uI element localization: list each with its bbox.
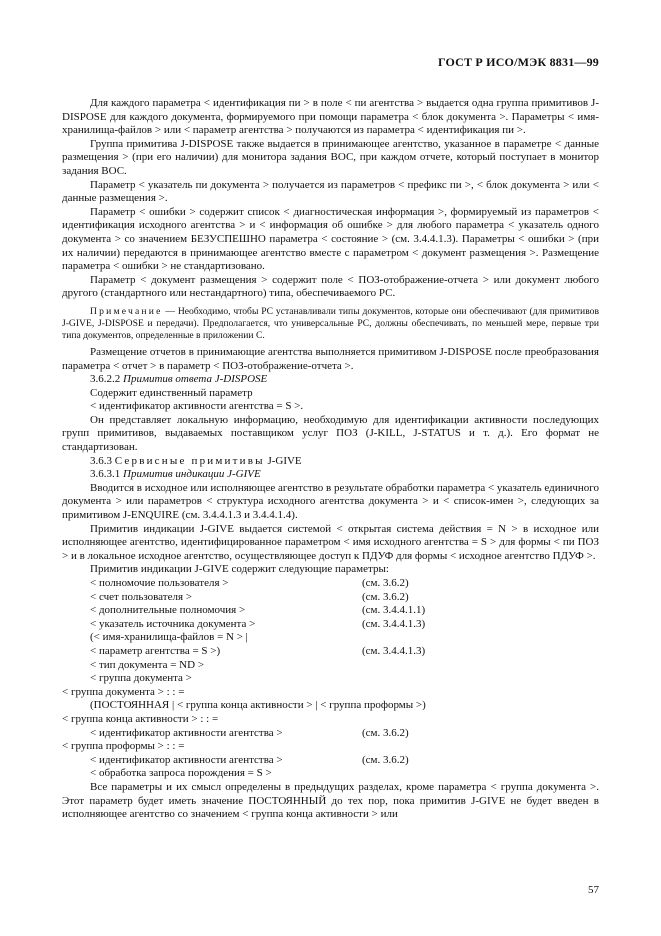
grammar-ref: (см. 3.6.2) (362, 753, 409, 766)
paragraph: < идентификатор активности агентства = S >. (90, 400, 304, 413)
note-label: Примечание (90, 305, 163, 317)
parameter-ref (362, 659, 599, 673)
section-name: J-GIVE (267, 454, 302, 467)
paragraph: Все параметры и их смысл определены в предыдущих разделах, кроме параметра < группа документа >. Этот параметр будет иметь значение ПОСТОЯННЫЙ до тех пор, пока примитив J-GIVE не будет введен в исполняющее агентство со значением < группа конца активности > или (62, 780, 599, 821)
document-body (62, 97, 599, 822)
parameter-row (62, 604, 599, 618)
grammar-row (62, 727, 599, 741)
parameter-name: < полномочие пользователя > (90, 577, 229, 589)
parameter-row (62, 591, 599, 605)
parameter-name: < группа документа > (90, 672, 192, 685)
grammar-block (62, 686, 599, 781)
paragraph: Вводится в исходное или исполняющее агентство в результате обработки параметра < указатель единичного документа > или параметров < структура исходного агентства документа > и < список-имен >, следующих за примитивом J-ENQUIRE (см. 3.4.4.1.3 и 3.4.4.1.4). (62, 481, 600, 522)
parameter-row (62, 645, 599, 659)
note (62, 306, 599, 342)
paragraph: Примитив индикации J-GIVE выдается системой < открытая система действия = N > в исходное или исполняющее агентство, идентифицированное параметром < имя исходного агентства = S > для формы < пи ПОЗ > и в локальное исходное агентство, осуществляющее доступ к ПДУФ для формы < исходное агентство ПДУФ >. (62, 522, 599, 562)
parameter-name: < параметр агентства = S >) (90, 644, 221, 657)
paragraph: Содержит единственный параметр (90, 386, 253, 399)
grammar-row (62, 754, 599, 768)
page-number: 57 (588, 884, 599, 896)
paragraph: Параметр < ошибки > содержит список < диагностическая информация >, формируемый из параметров < идентификация исходного агентства > и < информация об ошибке > для любого параметра < указатель одного документа > со значением БЕЗУСПЕШНО параметра < состояние > (см. 3.4.4.1.3). Параметры < ошибки > (при их наличии) передаются в принимающее агентство вместе с параметром < документ размещения >. Размещение параметра < ошибки > не стандартизовано. (62, 205, 599, 273)
section-title: Примитив индикации J-GIVE (123, 468, 261, 481)
parameter-row (62, 618, 599, 632)
section-number: 3.6.3.1 (90, 468, 121, 481)
paragraph: Параметр < документ размещения > содержит поле < ПОЗ-отображение-отчета > или документ любого другого (стандартного или нестандартного) типа, обеспечиваемого РС. (62, 273, 599, 300)
parameter-name: < тип документа = ND > (90, 658, 205, 671)
parameter-row (62, 659, 599, 673)
parameter-name: < счет пользователя > (90, 590, 192, 603)
paragraph: Группа примитива J-DISPOSE также выдается в принимающее агентство, указанное в параметре < данные размещения > (при его наличии) для монитора задания ВОС, при каждом отчете, который поступает в монитор задания ВОС. (62, 137, 599, 177)
section-title: Сервисные примитивы (114, 454, 265, 467)
paragraph: Он представляет локальную информацию, необходимую для идентификации активности последующих групп примитивов, выдаваемых поставщиком услуг ПОЗ (J-KILL, J-STATUS и т. д.). Его формат не стандартизован. (62, 413, 599, 454)
grammar-ref: (см. 3.6.2) (362, 726, 409, 739)
grammar-item: < идентификатор активности агентства > (90, 753, 283, 766)
parameter-name: < дополнительные полномочия > (90, 604, 246, 617)
grammar-line: < обработка запроса порождения = S > (90, 767, 272, 780)
grammar-line: < группа конца активности > : : = (62, 712, 219, 725)
parameter-ref: (см. 3.6.2) (362, 590, 409, 603)
parameter-ref: (см. 3.4.4.1.1) (362, 604, 426, 617)
section-heading (62, 455, 599, 469)
section-title: Примитив ответа J-DISPOSE (123, 373, 268, 386)
paragraph: Примитив индикации J-GIVE содержит следующие параметры: (90, 563, 389, 576)
parameter-ref: (см. 3.4.4.1.3) (362, 644, 426, 657)
note-text: — Необходимо, чтобы РС устанавливали типы документов, которые они обеспечивают (для примитивов J-GIVE, J-DISPOSE и передачи). Предполагается, что универсальные РС, должны обеспечивать, по меньшей мере, первые три типа документов, определенные в приложении С. (62, 305, 599, 341)
grammar-line: < группа документа > : : = (62, 685, 185, 698)
parameter-row (62, 631, 599, 645)
page-header: ГОСТ Р ИСО/МЭК 8831—99 (437, 55, 599, 69)
parameter-row (62, 672, 599, 686)
grammar-line: (ПОСТОЯННАЯ | < группа конца активности > | < группа проформы >) (90, 699, 426, 712)
grammar-item: < идентификатор активности агентства > (90, 726, 283, 739)
section-heading (62, 468, 599, 482)
grammar-line: < группа проформы > : : = (62, 740, 185, 753)
paragraph: Для каждого параметра < идентификация пи > в поле < пи агентства > выдается одна группа примитивов J-DISPOSE для каждого документа, формируемого при помощи параметра < блок документа >. Параметры < имя-хранилища-файлов > или < параметр агентства > получаются из параметра < идентификация пи >. (62, 97, 599, 137)
parameter-ref: (см. 3.4.4.1.3) (362, 617, 426, 630)
parameter-name: (< имя-хранилища-файлов = N > | (90, 631, 248, 644)
parameter-name: < указатель источника документа > (90, 617, 256, 630)
parameter-row (62, 577, 599, 591)
section-number: 3.6.3 (90, 454, 112, 467)
parameter-ref: (см. 3.6.2) (362, 577, 409, 589)
section-heading (62, 373, 599, 387)
parameter-list (62, 577, 599, 686)
paragraph: Параметр < указатель пи документа > получается из параметров < префикс пи >, < блок документа > или < данные размещения >. (62, 178, 599, 205)
section-number: 3.6.2.2 (90, 373, 121, 386)
parameter-ref (362, 672, 599, 686)
parameter-ref (362, 631, 599, 645)
paragraph: Размещение отчетов в принимающие агентства выполняется примитивом J-DISPOSE после преобразования параметра < отчет > в параметр < ПОЗ-отображение-отчета >. (62, 345, 599, 372)
